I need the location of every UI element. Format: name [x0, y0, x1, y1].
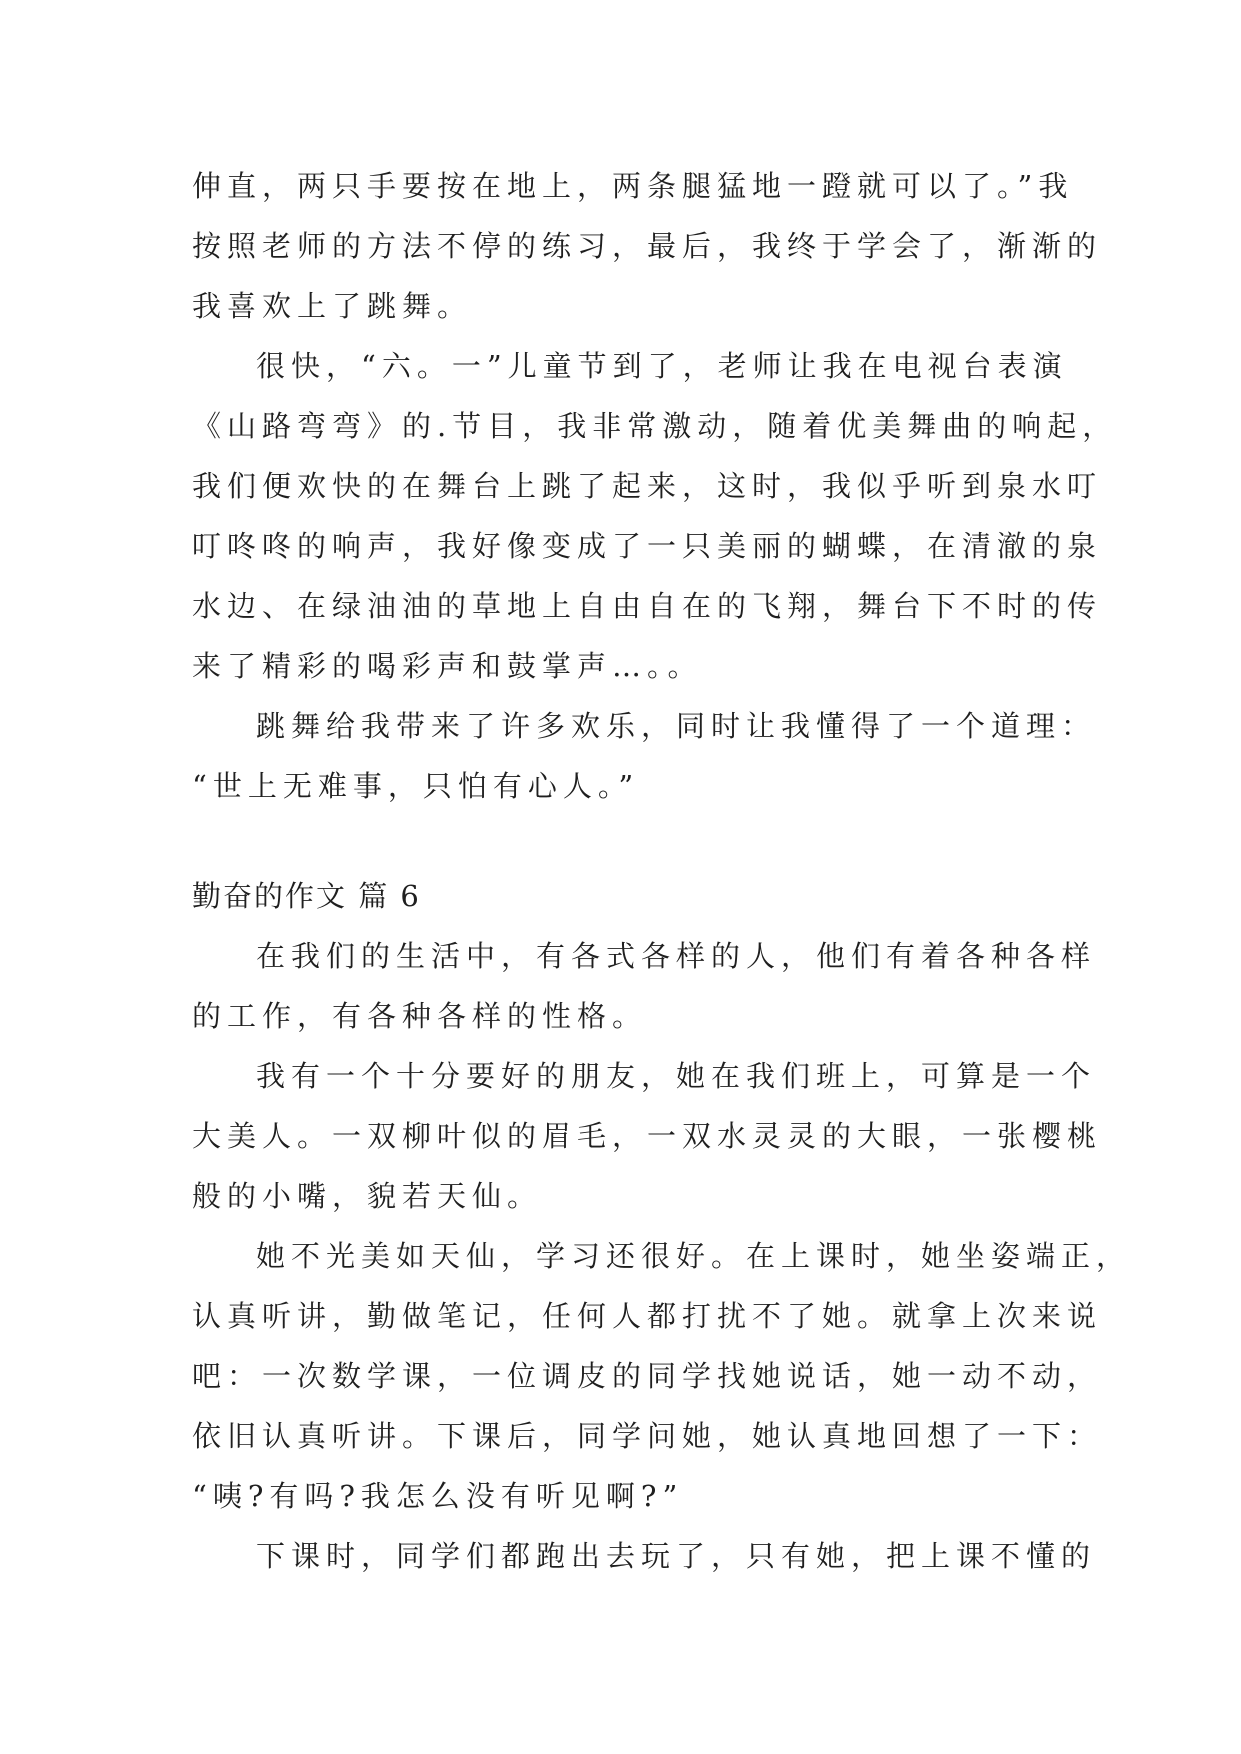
text-line: 我有一个十分要好的朋友，她在我们班上，可算是一个: [256, 1059, 1097, 1093]
text-line: 她不光美如天仙，学习还很好。在上课时，她坐姿端正，: [256, 1239, 1132, 1273]
text-line: 《山路弯弯》的.节目，我非常激动，随着优美舞曲的响起，: [192, 409, 1118, 443]
text-line: “世上无难事，只怕有心人。”: [192, 769, 640, 803]
text-line: 下课时，同学们都跑出去玩了，只有她，把上课不懂的: [256, 1539, 1097, 1573]
text-line: 叮咚咚的响声，我好像变成了一只美丽的蝴蝶，在清澈的泉: [192, 529, 1103, 563]
text-line: 般的小嘴，貌若天仙。: [192, 1179, 543, 1213]
text-line: 很快，“六。一”儿童节到了，老师让我在电视台表演: [256, 349, 1068, 383]
text-line: 我喜欢上了跳舞。: [192, 289, 473, 323]
text-line: 来了精彩的喝彩声和鼓掌声…。。: [192, 649, 703, 683]
text-line: 伸直，两只手要按在地上，两条腿猛地一蹬就可以了。”我: [192, 169, 1074, 203]
text-line: 跳舞给我带来了许多欢乐，同时让我懂得了一个道理：: [256, 709, 1097, 743]
text-line: “咦?有吗?我怎么没有听见啊?”: [192, 1479, 684, 1513]
section-heading: 勤奋的作文 篇 6: [192, 879, 421, 913]
text-line: 认真听讲，勤做笔记，任何人都打扰不了她。就拿上次来说: [192, 1299, 1103, 1333]
text-line: 在我们的生活中，有各式各样的人，他们有着各种各样: [256, 939, 1097, 973]
text-line: 的工作，有各种各样的性格。: [192, 999, 648, 1033]
text-line: 水边、在绿油油的草地上自由自在的飞翔，舞台下不时的传: [192, 589, 1103, 623]
text-line: 按照老师的方法不停的练习，最后，我终于学会了，渐渐的: [192, 229, 1103, 263]
text-line: 大美人。一双柳叶似的眉毛，一双水灵灵的大眼，一张樱桃: [192, 1119, 1103, 1153]
text-line: 依旧认真听讲。下课后，同学问她，她认真地回想了一下：: [192, 1419, 1103, 1453]
text-line: 我们便欢快的在舞台上跳了起来，这时，我似乎听到泉水叮: [192, 469, 1103, 503]
text-line: 吧：一次数学课，一位调皮的同学找她说话，她一动不动，: [192, 1359, 1103, 1393]
